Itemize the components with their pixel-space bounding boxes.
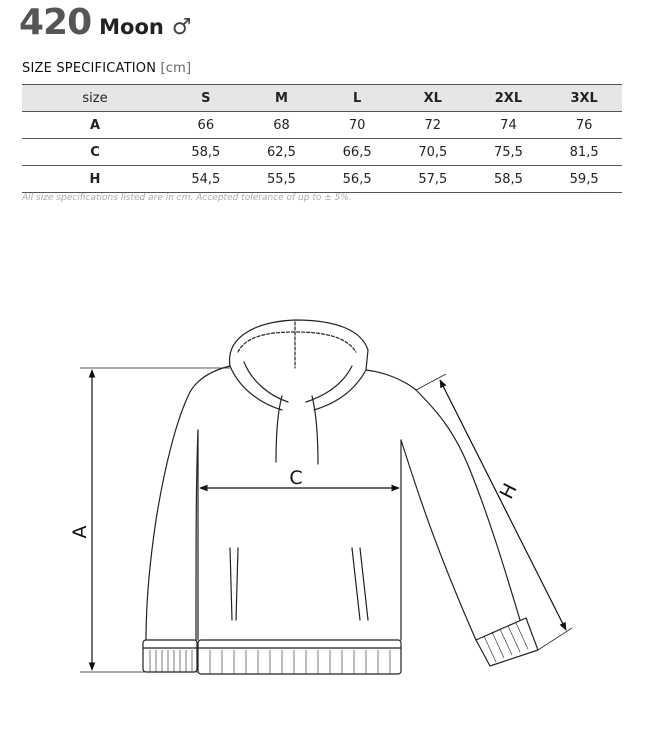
header-cell: L [319,85,395,112]
tolerance-note: All size specifications listed are in cm. Accepted tolerance of up to ± 5%. [22,193,352,203]
table-cell: 70 [319,112,395,139]
table-cell: 56,5 [319,166,395,193]
row-label: A [22,112,168,139]
table-cell: 70,5 [395,139,471,166]
label-h: H [495,479,522,503]
table-cell: 76 [546,112,622,139]
table-cell: 66,5 [319,139,395,166]
table-cell: 75,5 [471,139,547,166]
row-label: H [22,166,168,193]
table-cell: 72 [395,112,471,139]
table-cell: 58,5 [168,139,244,166]
table-cell: 81,5 [546,139,622,166]
spec-title-text: SIZE SPECIFICATION [22,61,157,76]
table-cell: 68 [244,112,320,139]
label-a: A [69,525,91,539]
header-cell: XL [395,85,471,112]
male-symbol-icon: ♂ [171,15,192,40]
header-cell: size [22,85,168,112]
product-code: 420 [19,2,92,43]
table-cell: 74 [471,112,547,139]
row-label: C [22,139,168,166]
measurement-c [200,467,399,489]
table-cell: 62,5 [244,139,320,166]
header-cell: 3XL [546,85,622,112]
hoodie-icon [143,320,538,674]
table-cell: 59,5 [546,166,622,193]
header-cell: S [168,85,244,112]
spec-unit: [cm] [160,61,192,76]
sleeve-arrow [440,380,566,630]
header-cell: M [244,85,320,112]
product-name: Moon [99,15,164,39]
sleeve-guide-bottom [538,628,572,650]
table-cell: 54,5 [168,166,244,193]
measurement-a [69,368,230,672]
table-cell: 57,5 [395,166,471,193]
table-cell: 58,5 [471,166,547,193]
label-c: C [289,467,303,489]
table-cell: 55,5 [244,166,320,193]
table-cell: 66 [168,112,244,139]
header-cell: 2XL [471,85,547,112]
